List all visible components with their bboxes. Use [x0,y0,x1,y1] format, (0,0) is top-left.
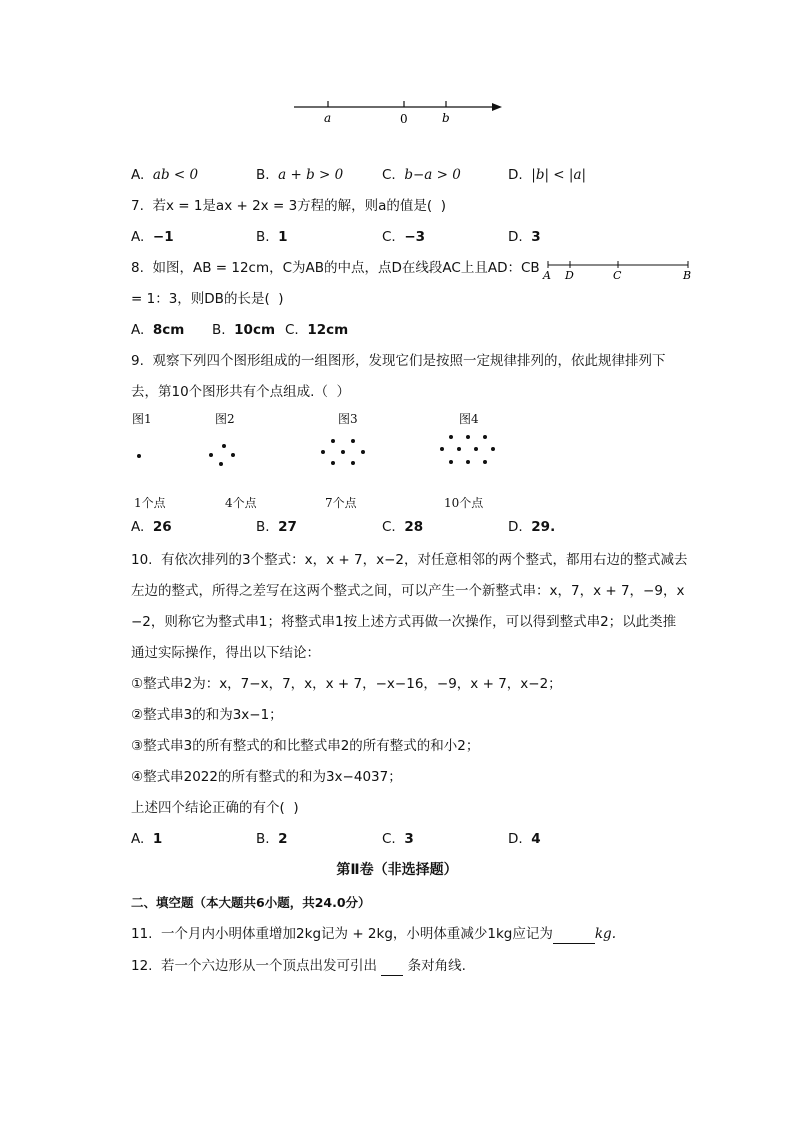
q9-option-c[interactable]: C. 28 [382,519,424,535]
q10-stem-line2: 左边的整式，所得之差写在这两个整式之间，可以产生一个新整式串：x，7，x + 7，−9，x [131,583,685,599]
point-b-label: b [442,111,450,125]
dot [440,447,444,451]
dot [341,450,345,454]
q11-text-before: 11. 一个月内小明体重增加2kg记为 + 2kg，小明体重减少1kg应记为 [131,926,553,942]
q9-option-a[interactable]: A. 26 [131,519,172,535]
q11-answer-blank[interactable] [553,925,595,944]
q12-answer-blank[interactable] [381,957,403,976]
q6-option-b[interactable]: B. a + b > 0 [256,167,344,183]
q10-conclusion-3: ③整式串3的所有整式的和比整式串2的所有整式的和小2； [131,738,480,754]
dot [137,454,141,458]
dot [466,435,470,439]
segment-figure [540,258,695,282]
figure-3-count: 7个点 [325,496,357,510]
dot [222,444,226,448]
dot [209,453,213,457]
q8-option-a[interactable]: A. 8cm [131,322,185,338]
q10-option-a[interactable]: A. 1 [131,831,163,847]
dot [331,461,335,465]
segment-label-c: C [613,269,622,282]
q11-stem [131,925,616,944]
q10-conclusion-2: ②整式串3的和为3x−1； [131,707,283,723]
q10-option-c[interactable]: C. 3 [382,831,414,847]
q6-option-d[interactable]: D. |b| < |a| [508,167,587,183]
dot [351,439,355,443]
dot [321,450,325,454]
dot [331,439,335,443]
dot [361,450,365,454]
dot [483,435,487,439]
q9-option-b[interactable]: B. 27 [256,519,297,535]
dot [474,447,478,451]
q7-stem: 7. 若x = 1是ax + 2x = 3方程的解，则a的值是( ) [131,198,447,214]
q9-stem-line1: 9. 观察下列四个图形组成的一组图形，发现它们是按照一定规律排列的，依此规律排列下 [131,353,666,369]
dot [449,435,453,439]
q10-option-b[interactable]: B. 2 [256,831,288,847]
dot [449,460,453,464]
dot [466,460,470,464]
q6-option-a[interactable]: A. ab < 0 [131,167,199,183]
q6-option-c[interactable]: C. b−a > 0 [382,167,461,183]
q10-stem-line4: 通过实际操作，得出以下结论： [131,645,320,661]
point-a-label: a [324,111,332,125]
q12-stem [131,957,466,976]
q11-text-after: kg. [594,926,616,942]
q8-stem-line2: = 1：3，则DB的长是( ) [131,291,284,307]
q12-text-after: 条对角线. [407,958,466,974]
dot [457,447,461,451]
q7-option-a[interactable]: A. −1 [131,229,174,245]
segment-label-d: D [565,269,574,282]
figure-4-title: 图4 [459,412,479,426]
q8-option-b[interactable]: B. 10cm [212,322,276,338]
section-title: 第Ⅱ卷（非选择题） [336,862,458,878]
q7-option-d[interactable]: D. 3 [508,229,541,245]
q9-stem-line2: 去，第10个图形共有个点组成.（ ） [131,384,351,400]
q7-option-c[interactable]: C. −3 [382,229,426,245]
q10-question: 上述四个结论正确的有个( ) [131,800,299,816]
figure-2-count: 4个点 [225,496,257,510]
q10-conclusion-4: ④整式串2022的所有整式的和为3x−4037； [131,769,402,785]
dot [351,461,355,465]
figure-1-title: 图1 [132,412,152,426]
q10-conclusion-1: ①整式串2为：x，7−x，7，x，x + 7，−x−16，−9，x + 7，x−2； [131,676,562,692]
q12-text-before: 12. 若一个六边形从一个顶点出发可引出 [131,958,378,974]
dot [219,462,223,466]
figure-3-title: 图3 [338,412,358,426]
dot [491,447,495,451]
q9-option-d[interactable]: D. 29. [508,519,556,535]
dot [231,453,235,457]
dot [483,460,487,464]
q10-stem-line1: 10. 有依次排列的3个整式：x，x + 7，x−2，对任意相邻的两个整式，都用右边的整式减去 [131,552,688,568]
origin-label: 0 [400,112,408,126]
fill-in-header: 二、填空题（本大题共6小题，共24.0分） [131,895,371,910]
q10-option-d[interactable]: D. 4 [508,831,541,847]
q10-stem-line3: −2，则称它为整式串1；将整式串1按上述方式再做一次操作，可以得到整式串2；以此类推 [131,614,677,630]
figure-4-count: 10个点 [444,496,484,510]
figure-1-count: 1个点 [134,496,166,510]
figure-2-title: 图2 [215,412,235,426]
q8-stem-line1: 8. 如图，AB = 12cm，C为AB的中点，点D在线段AC上且AD：CB [131,260,540,276]
segment-label-a: A [543,269,551,282]
q8-option-c[interactable]: C. 12cm [285,322,349,338]
number-line-figure [290,96,510,130]
segment-label-b: B [683,269,692,282]
q7-option-b[interactable]: B. 1 [256,229,288,245]
